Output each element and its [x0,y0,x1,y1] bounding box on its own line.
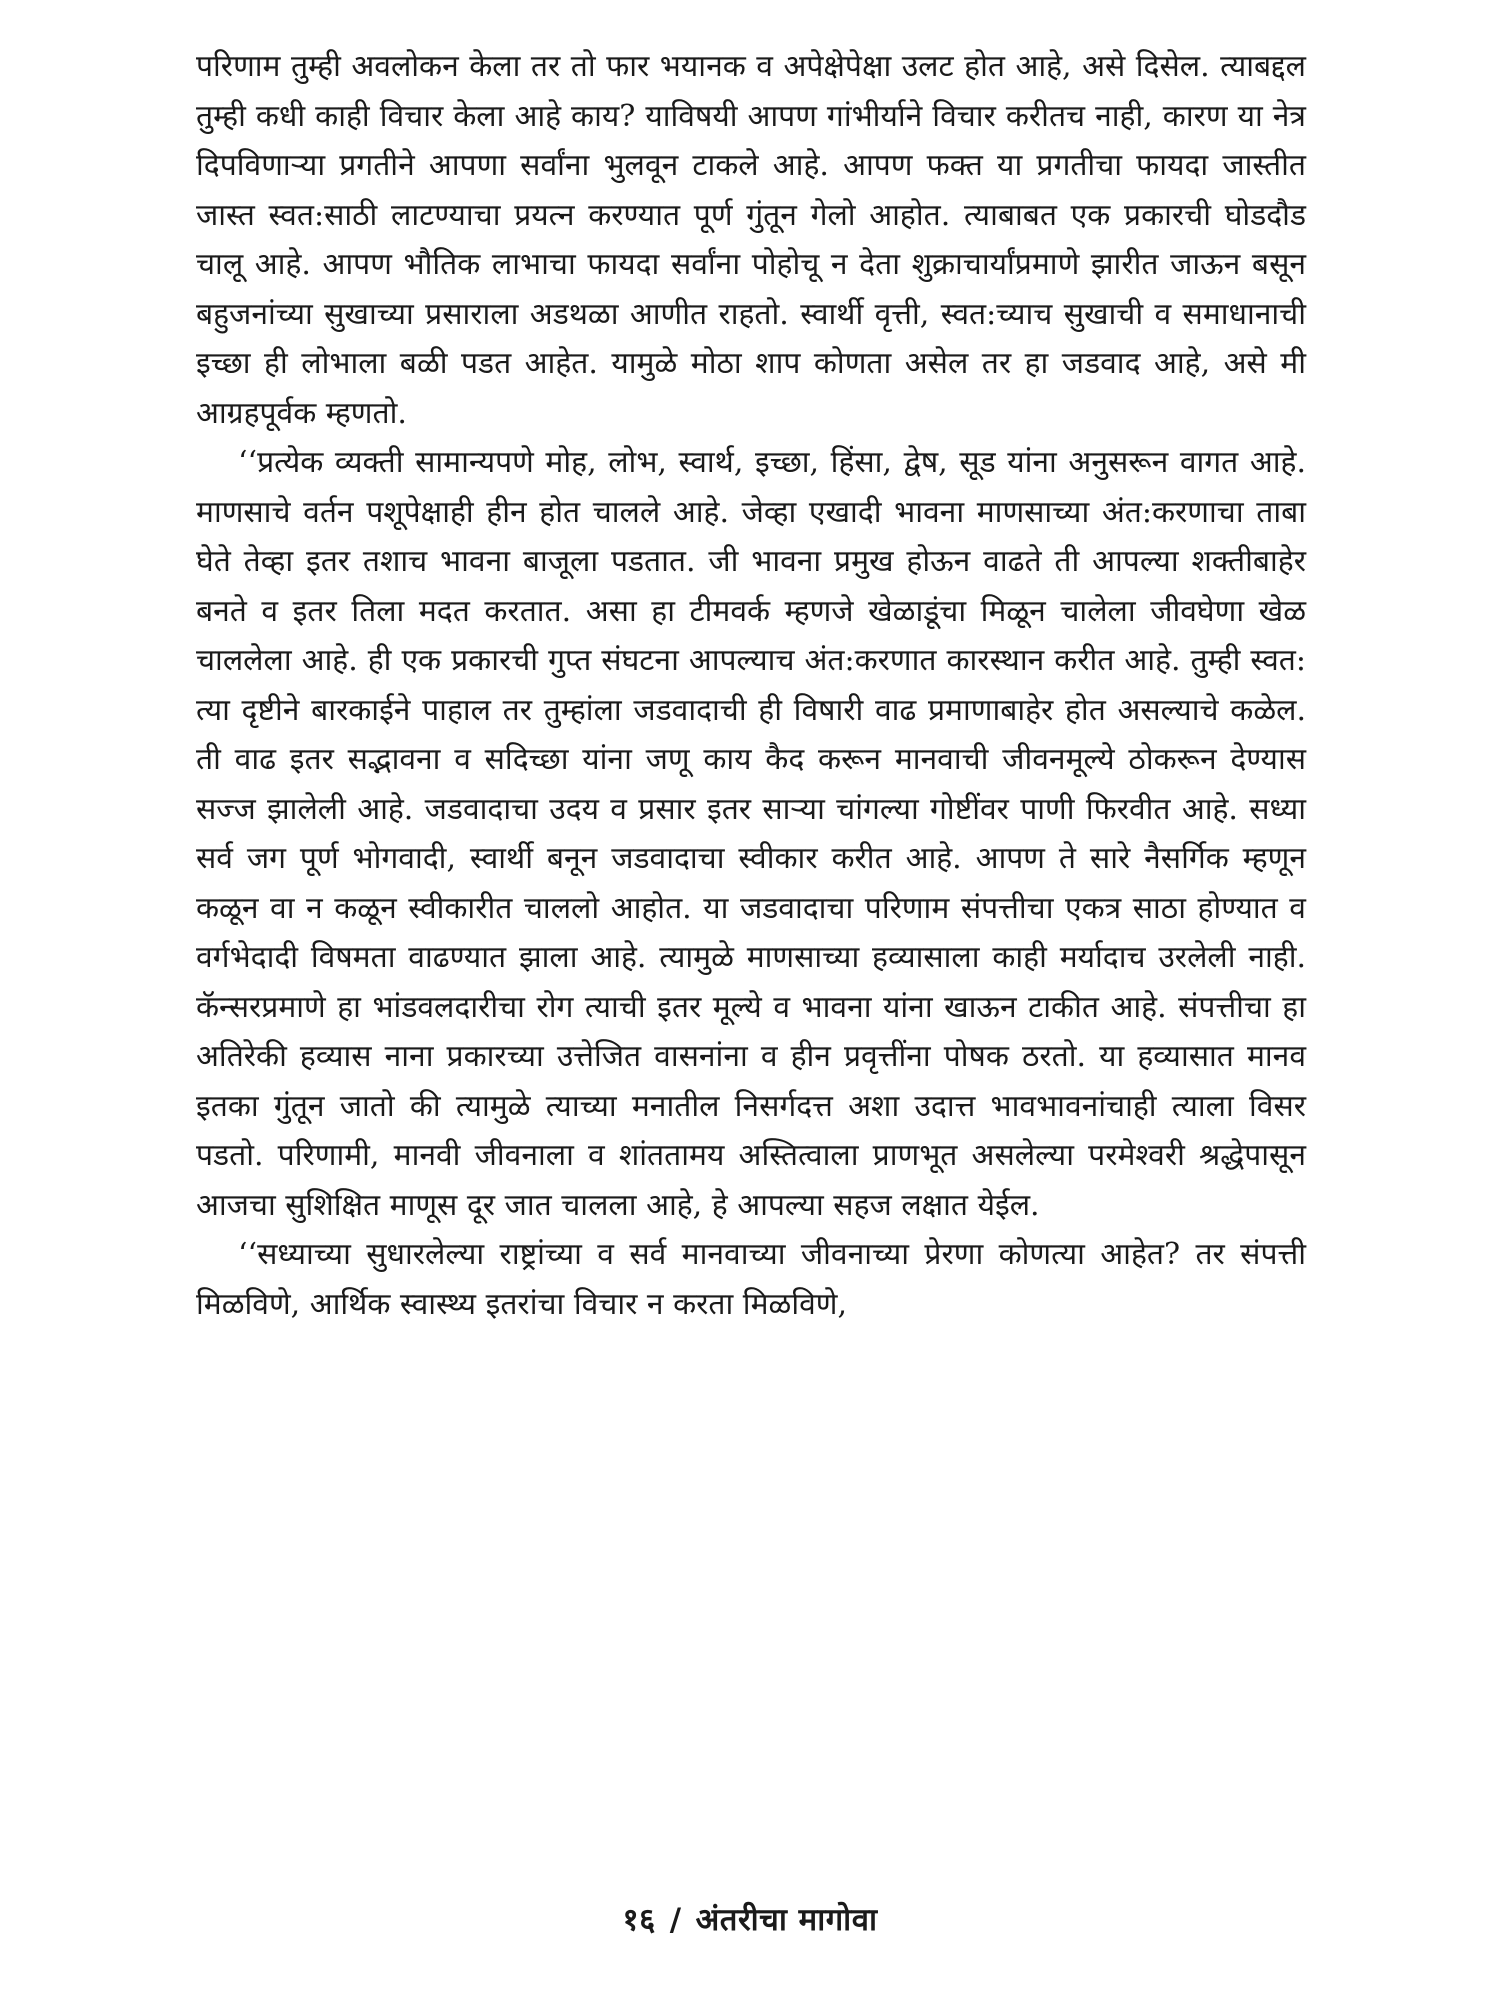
paragraph-continued: परिणाम तुम्ही अवलोकन केला तर तो फार भयानक व अपेक्षेपेक्षा उलट होत आहे, असे दिसेल. त्याबद्दल तुम्ही कधी काही विचार केला आहे काय? याविषयी आपण गांभीर्याने विचार करीतच नाही, कारण या नेत्र दिपविणाऱ्या प्रगतीने आपणा सर्वांना भुलवून टाकले आहे. आपण फक्त या प्रगतीचा फायदा जास्तीत जास्त स्वत:साठी लाटण्याचा प्रयत्न करण्यात पूर्ण गुंतून गेलो आहोत. त्याबाबत एक प्रकारची घोडदौड चालू आहे. आपण भौतिक लाभाचा फायदा सर्वांना पोहोचू न देता शुक्राचार्यांप्रमाणे झारीत जाऊन बसून बहुजनांच्या सुखाच्या प्रसाराला अडथळा आणीत राहतो. स्वार्थी वृत्ती, स्वत:च्याच सुखाची व समाधानाची इच्छा ही लोभाला बळी पडत आहेत. यामुळे मोठा शाप कोणता असेल तर हा जडवाद आहे, असे मी आग्रहपूर्वक म्हणतो. [196,49,1306,431]
paragraph-quote-1: ‘‘प्रत्येक व्यक्ती सामान्यपणे मोह, लोभ, स्वार्थ, इच्छा, हिंसा, द्वेष, सूड यांना अनुसरून वागत आहे. माणसाचे वर्तन पशूपेक्षाही हीन होत चालले आहे. जेव्हा एखादी भावना माणसाच्या अंत:करणाचा ताबा घेते तेव्हा इतर तशाच भावना बाजूला पडतात. जी भावना प्रमुख होऊन वाढते ती आपल्या शक्तीबाहेर बनते व इतर तिला मदत करतात. असा हा टीमवर्क म्हणजे खेळाडूंचा मिळून चालेला जीवघेणा खेळ चाललेला आहे. ही एक प्रकारची गुप्त संघटना आपल्याच अंत:करणात कारस्थान करीत आहे. तुम्ही स्वत: त्या दृष्टीने बारकाईने पाहाल तर तुम्हांला जडवादाची ही विषारी वाढ प्रमाणाबाहेर होत असल्याचे कळेल. ती वाढ इतर सद्भावना व सदिच्छा यांना जणू काय कैद करून मानवाची जीवनमूल्ये ठोकरून देण्यास सज्ज झालेली आहे. जडवादाचा उदय व प्रसार इतर साऱ्या चांगल्या गोष्टींवर पाणी फिरवीत आहे. सध्या सर्व जग पूर्ण भोगवादी, स्वार्थी बनून जडवादाचा स्वीकार करीत आहे. आपण ते सारे नैसर्गिक म्हणून कळून वा न कळून स्वीकारीत चाललो आहोत. या जडवादाचा परिणाम संपत्तीचा एकत्र साठा होण्यात व वर्गभेदादी विषमता वाढण्यात झाला आहे. त्यामुळे माणसाच्या हव्यासाला काही मर्यादाच उरलेली नाही. कॅन्सरप्रमाणे हा भांडवलदारीचा रोग त्याची इतर मूल्ये व भावना यांना खाऊन टाकीत आहे. संपत्तीचा हा अतिरेकी हव्यास नाना प्रकारच्या उत्तेजित वासनांना व हीन प्रवृत्तींना पोषक ठरतो. या हव्यासात मानव इतका गुंतून जातो की त्यामुळे त्याच्या मनातील निसर्गदत्त अशा उदात्त भावभावनांचाही त्याला विसर पडतो. परिणामी, मानवी जीवनाला व शांततामय अस्तित्वाला प्राणभूत असलेल्या परमेश्वरी श्रद्धेपासून आजचा सुशिक्षित माणूस दूर जात चालला आहे, हे आपल्या सहज लक्षात येईल. [196,445,1306,1223]
book-title: अंतरीचा मागोवा [695,1902,878,1938]
book-page [196,42,1306,1982]
page-footer [0,1898,1500,1940]
footer-separator: / [669,1902,682,1938]
paragraph-quote-2: ‘‘सध्याच्या सुधारलेल्या राष्ट्रांच्या व सर्व मानवाच्या जीवनाच्या प्रेरणा कोणत्या आहेत? तर संपत्ती मिळविणे, आर्थिक स्वास्थ्य इतरांचा विचार न करता मिळविणे, [196,1237,1306,1322]
page-body [196,42,1306,1329]
page-number: १६ [622,1902,656,1938]
